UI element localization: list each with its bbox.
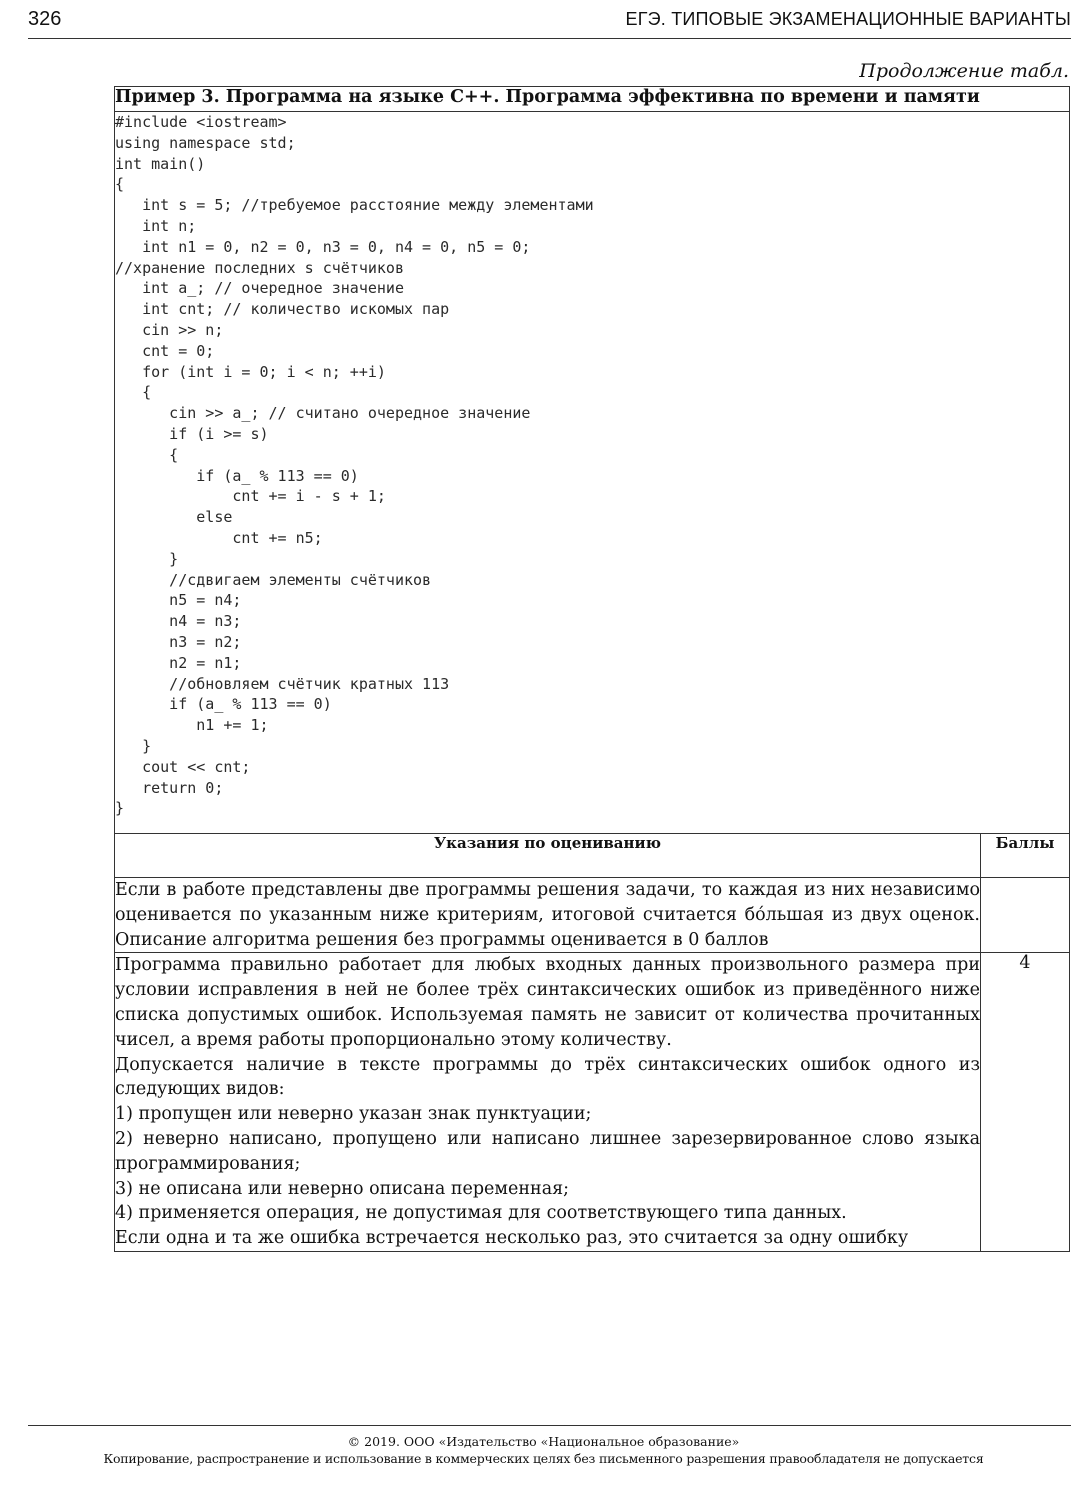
criterion-row — [115, 953, 1070, 1252]
grading-intro-text: Если в работе представлены две программы решения задачи, то каждая из них независимо оценивается по указанным ниже критериям, итоговой считается бóльшая из двух оценок. Описание алгоритма решения без программы оценивается в 0 баллов — [115, 880, 980, 950]
criterion-item-1: 1) пропущен или неверно указан знак пунктуации; — [115, 1104, 592, 1125]
grading-intro — [115, 878, 981, 953]
criterion-item-2: 2) неверно написано, пропущено или написано лишнее зарезервированное слово языка программирования; — [115, 1128, 980, 1174]
score-column-header: Баллы — [981, 834, 1070, 878]
footer-copyright: © 2019. ООО «Издательство «Национальное образование» — [347, 1434, 740, 1449]
code-row — [115, 112, 1070, 834]
criterion-score: 4 — [981, 953, 1070, 1252]
program-code: #include <iostream> using namespace std; int main() { int s = 5; //требуемое расстояние между элементами int n; int n1 = 0, n2 = 0, n3 = 0, n4 = 0, n5 = 0; //хранение последних s счётчиков int a_; // очередное значение int cnt; // количество искомых пар cin >> n; cnt = 0; for (int i = 0; i < n; ++i) { cin >> a_; // считано очередное значение if (i >= s) { if (a_ % 113 == 0) cnt += i - s + 1; else cnt += n5; } //сдвигаем элементы счётчиков n5 = n4; n4 = n3; n3 = n2; n2 = n1; //обновляем счётчик кратных 113 if (a_ % 113 == 0) n1 += 1; } cout << cnt; return 0; } — [115, 113, 594, 818]
code-cell — [115, 112, 1070, 834]
table-continuation-label: Продолжение табл. — [859, 60, 1069, 82]
example-title: Пример 3. Программа на языке С++. Программа эффективна по времени и памяти — [115, 87, 1070, 112]
criteria-column-header: Указания по оцениванию — [115, 834, 981, 878]
grading-header-row — [115, 834, 1070, 878]
page-number: 326 — [28, 8, 62, 30]
criterion-text-1: Программа правильно работает для любых входных данных произвольного размера при условии исправления в ней не более трёх синтаксических ошибок из приведённого ниже списка допустимых ошибок. Используемая память не зависит от количества прочитанных чисел, а время работы пропорционально этому количеству. — [115, 955, 980, 1050]
footer-notice: Копирование, распространение и использование в коммерческих целях без письменного разрешения правообладателя не допускается — [103, 1451, 984, 1466]
criterion-item-3: 3) не описана или неверно описана переменная; — [115, 1178, 570, 1199]
criterion-text-2: Допускается наличие в тексте программы до трёх синтаксических ошибок одного из следующих видов: — [115, 1054, 980, 1100]
grading-intro-row — [115, 878, 1070, 953]
running-title: ЕГЭ. ТИПОВЫЕ ЭКЗАМЕНАЦИОННЫЕ ВАРИАНТЫ — [625, 9, 1071, 29]
grading-table — [114, 86, 1070, 1252]
criterion-text-3: Если одна и та же ошибка встречается несколько раз, это считается за одну ошибку — [115, 1228, 909, 1249]
grading-intro-score — [981, 878, 1070, 953]
header-divider — [28, 38, 1071, 39]
footer-divider — [28, 1425, 1071, 1426]
criterion-description — [115, 953, 981, 1252]
criterion-item-4: 4) применяется операция, не допустимая для соответствующего типа данных. — [115, 1203, 847, 1224]
example-title-row — [115, 87, 1070, 112]
